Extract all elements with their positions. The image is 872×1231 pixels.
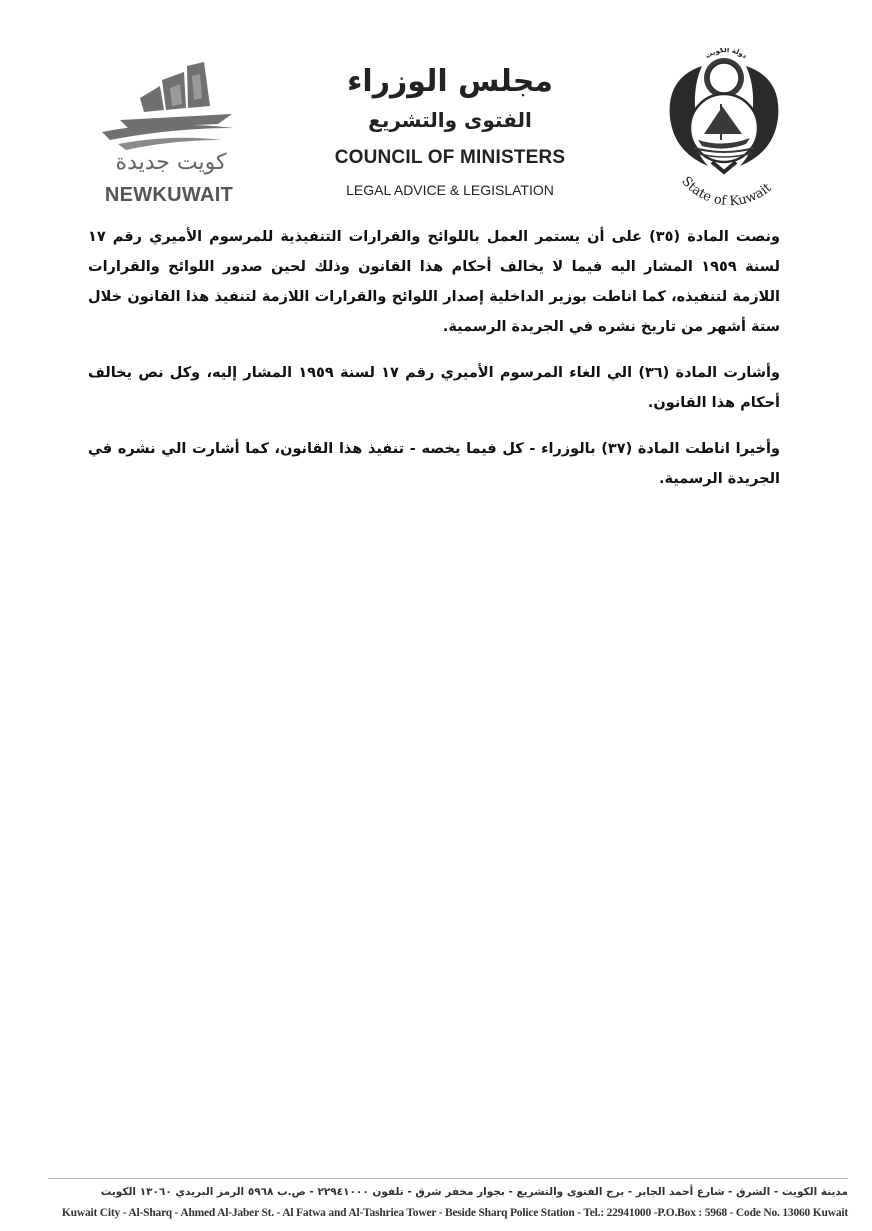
footer-address-arabic: مدينة الكويت - الشرق - شارع أحمد الجابر - برج الفتوى والتشريع - بجوار مخفر شرق - تلفون ٢٢٩٤١٠٠٠ - ص.ب ٥٩٦٨ الرمز البريدي ١٣٠٦٠ الكويت — [100, 1186, 848, 1198]
council-title-english: COUNCIL OF MINISTERS — [334, 147, 566, 168]
paragraph-article-35: ونصت المادة (٣٥) على أن يستمر العمل باللوائح والقرارات التنفيذية للمرسوم الأميري رقم ١٧ لسنة ١٩٥٩ المشار اليه فيما لا يخالف أحكام هذا القانون وذلك لحين صدور اللوائح والقرارات اللازمة لتنفيذه، كما اناطت بوزير الداخلية إصدار اللوائح والقرارات اللازمة لتنفيذ هذا القانون خلال ستة أشهر من تاريخ نشره في الجريدة الرسمية. — [88, 229, 781, 335]
paragraph-article-36: وأشارت المادة (٣٦) الي الغاء المرسوم الأميري رقم ١٧ لسنة ١٩٥٩ المشار إليه، وكل نص يخالف أحكام هذا القانون. — [88, 365, 780, 411]
brand-arabic: كويت جديدة — [115, 150, 227, 175]
brand-english: NEWKUWAIT — [104, 184, 234, 206]
council-title-arabic: مجلس الوزراء — [347, 64, 553, 99]
paragraph-article-37: وأخيرا اناطت المادة (٣٧) بالوزراء - كل فيما يخصه - تنفيذ هذا القانون، كما أشارت الي نشره في الجريدة الرسمية. — [88, 441, 780, 487]
department-arabic: الفتوى والتشريع — [368, 108, 532, 132]
footer-divider — [48, 1178, 848, 1179]
svg-text:State of Kuwait — [678, 174, 775, 208]
dhow-sail-icon — [92, 58, 242, 153]
department-english: LEGAL ADVICE & LEGISLATION — [346, 182, 554, 198]
seal-label-english: State of Kuwait — [678, 174, 775, 208]
letter-body — [88, 222, 780, 510]
seal-label-arabic: دولة الكويت — [703, 48, 749, 61]
falcon-seal-icon — [662, 48, 786, 208]
letterhead — [300, 62, 600, 200]
state-of-kuwait-emblem — [662, 48, 786, 208]
footer-address-english: Kuwait City - Al-Sharq - Ahmed Al-Jaber St. - Al Fatwa and Al-Tashriea Tower - Beside Sharq Police Station - Tel.: 22941000 -P.O.Box : 5968 - Code No. 13060 Kuwait — [61, 1207, 848, 1219]
